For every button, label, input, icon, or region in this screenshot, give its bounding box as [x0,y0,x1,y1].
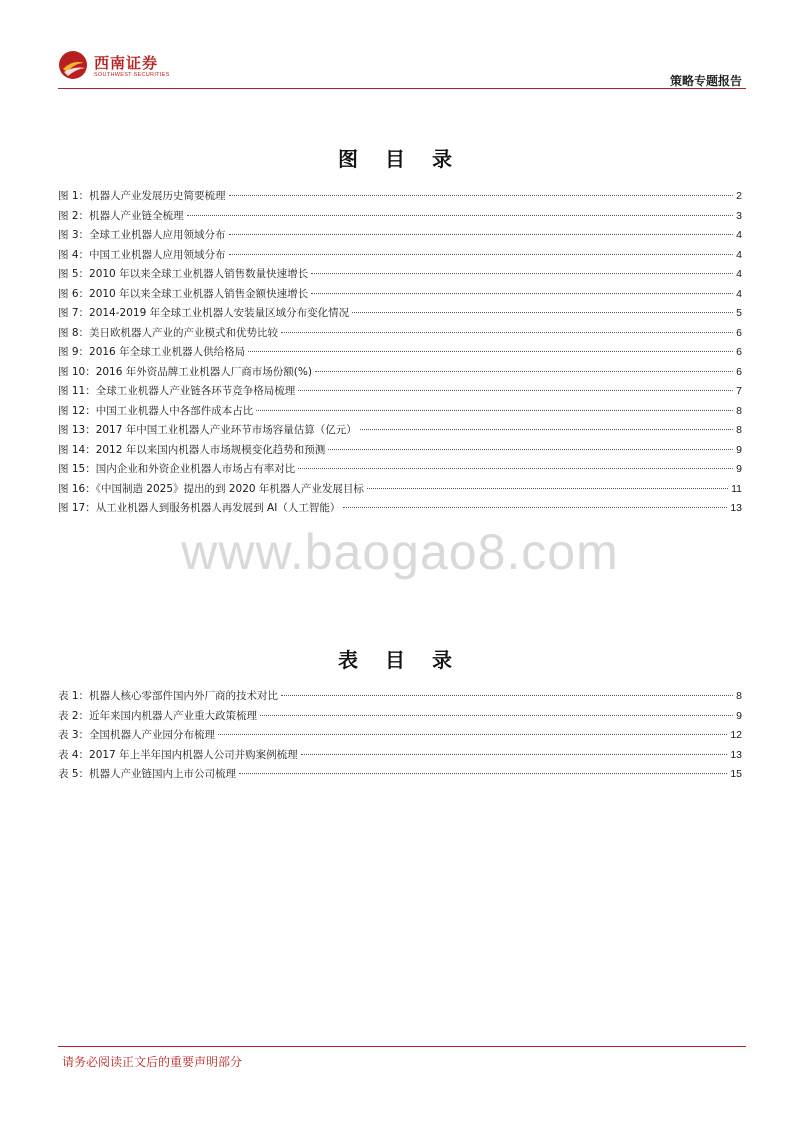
toc-entry-page-number: 13 [730,502,742,514]
toc-entry[interactable] [58,726,742,746]
toc-entry-label: 图 17：从工业机器人到服务机器人再发展到 AI（人工智能） [58,502,341,514]
toc-entry-page-number: 9 [736,443,742,456]
toc-entry-page-number: 12 [730,729,742,741]
toc-leader-dots [360,429,733,430]
toc-entry-page-number: 15 [730,768,742,780]
toc-entry-label: 图 3：全球工业机器人应用领域分布 [58,229,226,241]
toc-entry[interactable] [58,324,742,344]
watermark: www.baogao8.com [181,524,619,580]
toc-leader-dots [248,351,733,352]
toc-entry[interactable] [58,363,742,383]
toc-entry-page-number: 8 [736,404,742,417]
report-type-label: 策略专题报告 [669,74,742,88]
toc-entry-page-number: 2 [736,190,742,202]
toc-leader-dots [298,468,733,469]
disclaimer-notice: 请务必阅读正文后的重要声明部分 [62,1055,243,1069]
toc-leader-dots [343,507,727,508]
toc-leader-dots [229,254,734,255]
logo-english-name: SOUTHWEST SECURITIES [94,72,170,78]
toc-entry-label: 图 1：机器人产业发展历史简要梳理 [58,190,226,202]
toc-entry-label: 图 16：《中国制造 2025》提出的到 2020 年机器人产业发展目标 [58,482,364,495]
toc-entry[interactable] [58,343,742,363]
page-header [0,0,800,92]
toc-entry-page-number: 4 [736,229,742,241]
toc-leader-dots [311,273,733,274]
figures-toc-list [58,187,742,519]
toc-entry-label: 图 8：美日欧机器人产业的产业模式和优势比较 [58,326,279,339]
toc-entry-label: 图 15：国内企业和外资企业机器人市场占有率对比 [58,463,296,475]
toc-entry-page-number: 13 [730,748,742,761]
toc-entry[interactable] [58,402,742,422]
toc-entry-label: 图 13：2017 年中国工业机器人产业环节市场容量估算（亿元） [58,424,357,436]
toc-entry-page-number: 5 [736,307,742,319]
toc-entry[interactable] [58,499,742,519]
toc-leader-dots [352,312,733,313]
header-divider [58,88,746,89]
toc-leader-dots [298,390,733,391]
toc-entry-page-number: 9 [736,709,742,722]
toc-entry[interactable] [58,304,742,324]
toc-entry[interactable] [58,421,742,441]
toc-leader-dots [260,715,733,716]
company-logo [58,50,178,84]
toc-entry[interactable] [58,441,742,461]
footer-divider [58,1046,746,1047]
toc-leader-dots [367,488,728,489]
toc-entry-label: 图 7：2014-2019 年全球工业机器人安装量区域分布变化情况 [58,307,350,319]
toc-entry-page-number: 3 [736,209,742,222]
toc-entry[interactable] [58,246,742,266]
tables-toc-list [58,687,742,785]
toc-entry-label: 图 6：2010 年以来全球工业机器人销售金额快速增长 [58,287,309,300]
toc-entry[interactable] [58,226,742,246]
toc-leader-dots [187,215,734,216]
toc-entry-label: 图 4：中国工业机器人应用领域分布 [58,248,226,261]
toc-entry-page-number: 4 [736,268,742,280]
figures-toc-title: 图 目 录 [338,147,462,171]
toc-entry-page-number: 4 [736,287,742,300]
toc-entry-page-number: 6 [736,326,742,339]
toc-leader-dots [239,773,727,774]
toc-entry-page-number: 8 [736,690,742,702]
toc-entry[interactable] [58,187,742,207]
toc-entry-page-number: 4 [736,248,742,261]
toc-entry-page-number: 6 [736,346,742,358]
toc-entry-page-number: 11 [731,482,742,495]
toc-entry-label: 图 2：机器人产业链全梳理 [58,209,184,222]
toc-entry-label: 表 2：近年来国内机器人产业重大政策梳理 [58,709,258,722]
toc-entry-label: 表 1：机器人核心零部件国内外厂商的技术对比 [58,690,279,702]
toc-entry-page-number: 6 [736,365,742,378]
toc-entry[interactable] [58,687,742,707]
toc-leader-dots [229,195,734,196]
toc-leader-dots [218,734,727,735]
toc-leader-dots [281,332,733,333]
toc-entry-label: 图 14：2012 年以来国内机器人市场规模变化趋势和预测 [58,443,326,456]
toc-leader-dots [229,234,734,235]
toc-entry-label: 图 9：2016 年全球工业机器人供给格局 [58,346,246,358]
toc-leader-dots [328,449,733,450]
toc-entry-label: 图 11：全球工业机器人产业链各环节竞争格局梳理 [58,385,296,397]
toc-entry-page-number: 8 [736,424,742,436]
toc-entry[interactable] [58,285,742,305]
toc-entry[interactable] [58,746,742,766]
toc-leader-dots [311,293,733,294]
toc-entry[interactable] [58,707,742,727]
toc-entry-label: 表 5：机器人产业链国内上市公司梳理 [58,768,237,780]
toc-entry[interactable] [58,265,742,285]
toc-entry-label: 图 5：2010 年以来全球工业机器人销售数量快速增长 [58,268,309,280]
toc-entry-page-number: 9 [736,463,742,475]
toc-leader-dots [315,371,733,372]
toc-entry-page-number: 7 [736,385,742,397]
toc-entry[interactable] [58,382,742,402]
toc-leader-dots [256,410,733,411]
toc-entry-label: 表 3：全国机器人产业园分布梳理 [58,729,216,741]
toc-entry-label: 图 10：2016 年外资品牌工业机器人厂商市场份额(%) [58,365,312,378]
toc-leader-dots [301,754,728,755]
logo-emblem-icon [58,50,88,80]
toc-entry-label: 图 12：中国工业机器人中各部件成本占比 [58,404,254,417]
toc-entry-label: 表 4：2017 年上半年国内机器人公司并购案例梳理 [58,748,298,761]
toc-leader-dots [281,695,733,696]
toc-entry[interactable] [58,460,742,480]
logo-chinese-name: 西南证券 [94,54,159,72]
toc-entry[interactable] [58,207,742,227]
toc-entry[interactable] [58,480,742,500]
toc-entry[interactable] [58,765,742,785]
tables-toc-title: 表 目 录 [338,648,462,672]
